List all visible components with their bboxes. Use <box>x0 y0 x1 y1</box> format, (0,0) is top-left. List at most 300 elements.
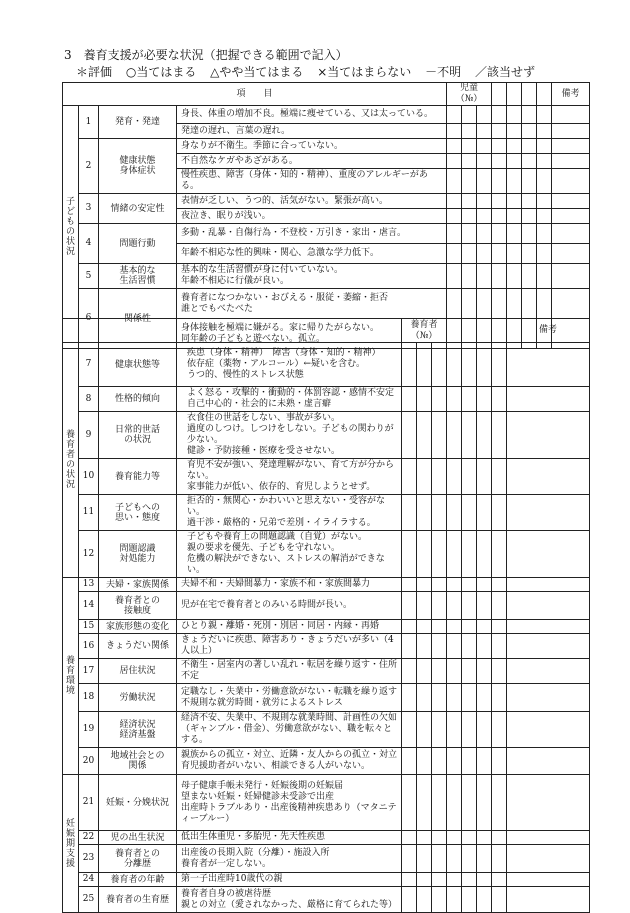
notes-cell[interactable] <box>507 659 590 684</box>
evaluation-cell[interactable] <box>447 495 462 531</box>
evaluation-cell[interactable] <box>462 634 477 659</box>
evaluation-cell[interactable] <box>402 343 417 387</box>
evaluation-cell[interactable] <box>492 684 507 712</box>
evaluation-cell[interactable] <box>447 224 462 244</box>
evaluation-cell[interactable] <box>402 578 417 592</box>
evaluation-cell[interactable] <box>462 224 477 244</box>
evaluation-cell[interactable] <box>477 873 492 887</box>
evaluation-cell[interactable] <box>462 620 477 634</box>
item-number: 7 <box>79 343 99 387</box>
evaluation-cell[interactable] <box>492 169 507 194</box>
item-number: 19 <box>79 712 99 748</box>
evaluation-cell[interactable] <box>537 169 552 194</box>
evaluation-cell[interactable] <box>462 106 477 124</box>
item-number: 22 <box>79 831 99 845</box>
criteria-text: 養育者になつかない・おびえる・服従・萎縮・拒否 誰とでもべたべた <box>177 289 447 319</box>
evaluation-cell[interactable] <box>462 264 477 289</box>
evaluation-cell[interactable] <box>522 264 537 289</box>
evaluation-cell[interactable] <box>477 845 492 873</box>
evaluation-cell[interactable] <box>477 531 492 578</box>
evaluation-cell[interactable] <box>417 387 432 412</box>
item-number: 13 <box>79 578 99 592</box>
evaluation-cell[interactable] <box>477 289 492 319</box>
evaluation-cell[interactable] <box>492 154 507 169</box>
item-number: 4 <box>79 224 99 264</box>
notes-cell[interactable] <box>507 387 590 412</box>
evaluation-cell[interactable] <box>522 209 537 224</box>
evaluation-cell[interactable] <box>402 495 417 531</box>
notes-cell[interactable] <box>507 578 590 592</box>
evaluation-cell[interactable] <box>462 845 477 873</box>
item-category: 家族形態の変化 <box>99 620 177 634</box>
evaluation-cell[interactable] <box>417 412 432 459</box>
evaluation-cell[interactable] <box>477 459 492 495</box>
notes-cell[interactable] <box>507 748 590 775</box>
evaluation-cell[interactable] <box>462 319 477 343</box>
evaluation-cell[interactable] <box>522 169 537 194</box>
evaluation-cell[interactable] <box>447 319 462 343</box>
criteria-text: 育児不安が強い、発達理解がない、育て方が分からない。 家事能力が低い、依存的、育児しようとせず。 <box>177 459 402 495</box>
evaluation-cell[interactable] <box>522 124 537 139</box>
evaluation-cell[interactable] <box>432 659 447 684</box>
criteria-text: 夜泣き、眠りが浅い。 <box>177 209 447 224</box>
criteria-text: ひとり親・離婚・死別・別居・同居・内縁・再婚 <box>177 620 402 634</box>
evaluation-cell[interactable] <box>477 264 492 289</box>
notes-cell[interactable] <box>507 775 590 831</box>
criteria-text: 夫婦不和・夫婦間暴力・家族不和・家族間暴力 <box>177 578 402 592</box>
notes-cell[interactable] <box>552 224 590 244</box>
criteria-text: 拒否的・無関心・かわいいと思えない・受容がない。 過干渉・厳格的・兄弟で差別・イライラする。 <box>177 495 402 531</box>
item-number: 14 <box>79 592 99 620</box>
item-category: 基本的な 生活習慣 <box>99 264 177 289</box>
table2-header-spacer <box>63 319 402 343</box>
evaluation-cell[interactable] <box>417 775 432 831</box>
evaluation-cell[interactable] <box>462 748 477 775</box>
evaluation-cell[interactable] <box>537 209 552 224</box>
evaluation-cell[interactable] <box>477 412 492 459</box>
evaluation-cell[interactable] <box>492 887 507 913</box>
evaluation-cell[interactable] <box>447 873 462 887</box>
evaluation-cell[interactable] <box>447 264 462 289</box>
notes-cell[interactable] <box>552 209 590 224</box>
notes-cell[interactable] <box>507 592 590 620</box>
evaluation-cell[interactable] <box>492 124 507 139</box>
criteria-text: 衣食住の世話をしない、事故が多い。 過度のしつけ。しつけをしない。子どもの関わりが少ない。 健診・予防接種・医療を受させない。 <box>177 412 402 459</box>
evaluation-cell[interactable] <box>417 831 432 845</box>
evaluation-cell[interactable] <box>447 169 462 194</box>
evaluation-cell[interactable] <box>462 531 477 578</box>
evaluation-cell[interactable] <box>462 712 477 748</box>
evaluation-cell[interactable] <box>492 831 507 845</box>
notes-cell[interactable] <box>507 712 590 748</box>
evaluation-cell[interactable] <box>477 194 492 209</box>
evaluation-cell[interactable] <box>447 620 462 634</box>
evaluation-cell[interactable] <box>417 873 432 887</box>
evaluation-cell[interactable] <box>462 459 477 495</box>
evaluation-cell[interactable] <box>462 578 477 592</box>
evaluation-cell[interactable] <box>477 712 492 748</box>
evaluation-cell[interactable] <box>477 775 492 831</box>
evaluation-cell[interactable] <box>507 264 522 289</box>
evaluation-cell[interactable] <box>492 775 507 831</box>
evaluation-cell[interactable] <box>462 831 477 845</box>
evaluation-cell[interactable] <box>477 578 492 592</box>
evaluation-cell[interactable] <box>447 578 462 592</box>
evaluation-cell[interactable] <box>417 748 432 775</box>
evaluation-cell[interactable] <box>492 319 507 343</box>
evaluation-cell[interactable] <box>447 459 462 495</box>
evaluation-legend <box>76 63 545 80</box>
evaluation-cell[interactable] <box>417 578 432 592</box>
evaluation-cell[interactable] <box>462 592 477 620</box>
evaluation-cell[interactable] <box>402 873 417 887</box>
evaluation-cell[interactable] <box>492 873 507 887</box>
notes-cell[interactable] <box>507 343 590 387</box>
evaluation-cell[interactable] <box>492 634 507 659</box>
evaluation-cell[interactable] <box>477 209 492 224</box>
evaluation-cell[interactable] <box>477 659 492 684</box>
evaluation-cell[interactable] <box>537 224 552 244</box>
evaluation-cell[interactable] <box>507 124 522 139</box>
notes-cell[interactable] <box>507 887 590 913</box>
evaluation-cell[interactable] <box>477 592 492 620</box>
section-label <box>63 343 79 578</box>
evaluation-cell[interactable] <box>507 154 522 169</box>
evaluation-cell[interactable] <box>477 495 492 531</box>
evaluation-cell[interactable] <box>492 209 507 224</box>
evaluation-cell[interactable] <box>507 83 522 106</box>
evaluation-cell[interactable] <box>492 224 507 244</box>
evaluation-cell[interactable] <box>462 495 477 531</box>
evaluation-cell[interactable] <box>462 244 477 264</box>
item-category: 経済状況 経済基盤 <box>99 712 177 748</box>
evaluation-cell[interactable] <box>432 412 447 459</box>
criteria-text: 第一子出産時10歳代の親 <box>177 873 402 887</box>
evaluation-cell[interactable] <box>432 748 447 775</box>
evaluation-cell[interactable] <box>417 592 432 620</box>
evaluation-cell[interactable] <box>522 154 537 169</box>
evaluation-cell[interactable] <box>432 620 447 634</box>
notes-cell[interactable] <box>552 106 590 124</box>
item-category: 児の出生状況 <box>99 831 177 845</box>
evaluation-cell[interactable] <box>447 343 462 387</box>
evaluation-cell[interactable] <box>447 748 462 775</box>
evaluation-cell[interactable] <box>417 495 432 531</box>
notes-cell[interactable] <box>552 194 590 209</box>
evaluation-cell[interactable] <box>477 224 492 244</box>
evaluation-cell[interactable] <box>522 244 537 264</box>
evaluation-cell[interactable] <box>417 459 432 495</box>
section-label-text: 養育環境 <box>65 656 75 696</box>
evaluation-cell[interactable] <box>492 139 507 154</box>
evaluation-cell[interactable] <box>447 592 462 620</box>
evaluation-cell[interactable] <box>507 244 522 264</box>
evaluation-cell[interactable] <box>462 873 477 887</box>
criteria-text: 不自然なケガやあざがある。 <box>177 154 447 169</box>
evaluation-cell[interactable] <box>462 659 477 684</box>
evaluation-cell[interactable] <box>507 209 522 224</box>
evaluation-cell[interactable] <box>432 531 447 578</box>
table-row <box>63 873 590 887</box>
evaluation-cell[interactable] <box>477 634 492 659</box>
evaluation-cell[interactable] <box>492 264 507 289</box>
notes-cell[interactable] <box>507 831 590 845</box>
evaluation-cell[interactable] <box>432 873 447 887</box>
evaluation-cell[interactable] <box>447 712 462 748</box>
evaluation-cell[interactable] <box>507 224 522 244</box>
evaluation-cell[interactable] <box>477 244 492 264</box>
notes-cell[interactable] <box>552 264 590 289</box>
table-row <box>63 289 590 319</box>
table-row <box>63 459 590 495</box>
evaluation-cell[interactable] <box>417 845 432 873</box>
evaluation-cell[interactable] <box>417 887 432 913</box>
child-number-header: 児童（№） <box>447 83 492 106</box>
evaluation-cell[interactable] <box>447 831 462 845</box>
evaluation-cell[interactable] <box>417 659 432 684</box>
evaluation-cell[interactable] <box>432 712 447 748</box>
evaluation-cell[interactable] <box>537 264 552 289</box>
table-row <box>63 620 590 634</box>
evaluation-cell[interactable] <box>522 106 537 124</box>
evaluation-cell[interactable] <box>402 459 417 495</box>
item-category: きょうだい関係 <box>99 634 177 659</box>
evaluation-cell[interactable] <box>462 343 477 387</box>
table-row <box>63 531 590 578</box>
evaluation-cell[interactable] <box>537 194 552 209</box>
evaluation-cell[interactable] <box>462 412 477 459</box>
evaluation-cell[interactable] <box>462 684 477 712</box>
notes-cell[interactable] <box>552 139 590 154</box>
legend-circle: ○当てはまる <box>125 65 197 79</box>
item-number: 1 <box>79 106 99 139</box>
evaluation-cell[interactable] <box>402 531 417 578</box>
evaluation-cell[interactable] <box>507 289 522 319</box>
evaluation-cell[interactable] <box>402 775 417 831</box>
table-row <box>63 845 590 873</box>
criteria-text: 身長、体重の増加不良。極端に痩せている、又は太っている。 <box>177 106 447 124</box>
evaluation-cell[interactable] <box>447 684 462 712</box>
item-number: 3 <box>79 194 99 224</box>
evaluation-cell[interactable] <box>417 712 432 748</box>
evaluation-cell[interactable] <box>492 194 507 209</box>
evaluation-cell[interactable] <box>432 578 447 592</box>
evaluation-cell[interactable] <box>462 775 477 831</box>
notes-cell[interactable] <box>507 459 590 495</box>
evaluation-cell[interactable] <box>537 124 552 139</box>
notes-cell[interactable] <box>507 873 590 887</box>
evaluation-cell[interactable] <box>477 748 492 775</box>
criteria-text: 身なりが不衛生。季節に合っていない。 <box>177 139 447 154</box>
item-number: 20 <box>79 748 99 775</box>
evaluation-cell[interactable] <box>492 387 507 412</box>
notes-cell[interactable] <box>507 412 590 459</box>
legend-triangle: △やや当てはまる <box>210 65 304 79</box>
evaluation-cell[interactable] <box>447 845 462 873</box>
evaluation-cell[interactable] <box>462 124 477 139</box>
item-category: 健康状態等 <box>99 343 177 387</box>
table-row <box>63 224 590 244</box>
evaluation-cell[interactable] <box>492 592 507 620</box>
evaluation-cell[interactable] <box>537 106 552 124</box>
evaluation-cell[interactable] <box>477 620 492 634</box>
notes-cell[interactable] <box>552 124 590 139</box>
evaluation-cell[interactable] <box>492 659 507 684</box>
evaluation-cell[interactable] <box>462 289 477 319</box>
evaluation-cell[interactable] <box>537 83 552 106</box>
evaluation-cell[interactable] <box>492 412 507 459</box>
evaluation-cell[interactable] <box>402 712 417 748</box>
evaluation-cell[interactable] <box>447 194 462 209</box>
table-row <box>63 831 590 845</box>
evaluation-cell[interactable] <box>402 659 417 684</box>
evaluation-cell[interactable] <box>462 209 477 224</box>
evaluation-cell[interactable] <box>432 387 447 412</box>
evaluation-cell[interactable] <box>447 412 462 459</box>
evaluation-cell[interactable] <box>492 578 507 592</box>
evaluation-cell[interactable] <box>462 194 477 209</box>
evaluation-cell[interactable] <box>402 412 417 459</box>
evaluation-cell[interactable] <box>492 620 507 634</box>
evaluation-cell[interactable] <box>432 459 447 495</box>
evaluation-cell[interactable] <box>447 106 462 124</box>
evaluation-cell[interactable] <box>417 620 432 634</box>
notes-cell[interactable] <box>507 620 590 634</box>
evaluation-cell[interactable] <box>492 712 507 748</box>
evaluation-cell[interactable] <box>492 343 507 387</box>
evaluation-cell[interactable] <box>432 684 447 712</box>
evaluation-cell[interactable] <box>522 289 537 319</box>
evaluation-cell[interactable] <box>432 634 447 659</box>
evaluation-cell[interactable] <box>492 83 507 106</box>
evaluation-cell[interactable] <box>402 634 417 659</box>
evaluation-cell[interactable] <box>447 124 462 139</box>
evaluation-cell[interactable] <box>432 845 447 873</box>
item-category: 養育者との 接触度 <box>99 592 177 620</box>
evaluation-cell[interactable] <box>447 209 462 224</box>
evaluation-cell[interactable] <box>402 620 417 634</box>
evaluation-cell[interactable] <box>417 343 432 387</box>
evaluation-cell[interactable] <box>507 139 522 154</box>
evaluation-cell[interactable] <box>462 139 477 154</box>
evaluation-cell[interactable] <box>462 169 477 194</box>
evaluation-cell[interactable] <box>447 139 462 154</box>
evaluation-cell[interactable] <box>447 289 462 319</box>
evaluation-cell[interactable] <box>537 289 552 319</box>
evaluation-cell[interactable] <box>447 887 462 913</box>
evaluation-cell[interactable] <box>447 659 462 684</box>
evaluation-cell[interactable] <box>432 495 447 531</box>
item-category: 関係性 <box>99 289 177 349</box>
evaluation-cell[interactable] <box>417 684 432 712</box>
evaluation-cell[interactable] <box>522 194 537 209</box>
evaluation-cell[interactable] <box>402 592 417 620</box>
evaluation-cell[interactable] <box>477 887 492 913</box>
evaluation-cell[interactable] <box>447 531 462 578</box>
evaluation-cell[interactable] <box>492 495 507 531</box>
notes-cell[interactable] <box>507 531 590 578</box>
evaluation-cell[interactable] <box>462 887 477 913</box>
evaluation-cell[interactable] <box>492 106 507 124</box>
notes-cell[interactable] <box>507 684 590 712</box>
evaluation-cell[interactable] <box>477 343 492 387</box>
evaluation-cell[interactable] <box>537 139 552 154</box>
item-category: 養育者の生育歴 <box>99 887 177 913</box>
criteria-text: 身体接触を極端に嫌がる。家に帰りたがらない。 同年齢の子どもと遊べない。孤立。 <box>177 319 447 349</box>
criteria-text: 出産後の長期入院（分離）・施設入所 養育者が一定しない。 <box>177 845 402 873</box>
evaluation-cell[interactable] <box>492 289 507 319</box>
evaluation-cell[interactable] <box>477 106 492 124</box>
evaluation-cell[interactable] <box>492 748 507 775</box>
evaluation-cell[interactable] <box>417 634 432 659</box>
evaluation-cell[interactable] <box>402 831 417 845</box>
evaluation-cell[interactable] <box>492 531 507 578</box>
caregiver-status-table <box>62 318 590 913</box>
evaluation-cell[interactable] <box>447 775 462 831</box>
evaluation-cell[interactable] <box>417 531 432 578</box>
evaluation-cell[interactable] <box>402 887 417 913</box>
notes-cell[interactable] <box>552 169 590 194</box>
evaluation-cell[interactable] <box>477 319 492 343</box>
notes-cell[interactable] <box>507 845 590 873</box>
evaluation-cell[interactable] <box>432 887 447 913</box>
notes-cell[interactable] <box>552 289 590 319</box>
evaluation-cell[interactable] <box>432 831 447 845</box>
evaluation-cell[interactable] <box>447 154 462 169</box>
item-number: 15 <box>79 620 99 634</box>
evaluation-cell[interactable] <box>402 684 417 712</box>
evaluation-cell[interactable] <box>492 459 507 495</box>
evaluation-cell[interactable] <box>492 845 507 873</box>
evaluation-cell[interactable] <box>447 244 462 264</box>
evaluation-cell[interactable] <box>507 106 522 124</box>
notes-cell[interactable] <box>552 244 590 264</box>
notes-cell[interactable] <box>507 495 590 531</box>
notes-cell[interactable] <box>507 634 590 659</box>
evaluation-cell[interactable] <box>402 387 417 412</box>
evaluation-cell[interactable] <box>492 244 507 264</box>
evaluation-cell[interactable] <box>522 83 537 106</box>
notes-cell[interactable] <box>552 154 590 169</box>
evaluation-cell[interactable] <box>402 845 417 873</box>
evaluation-cell[interactable] <box>477 684 492 712</box>
evaluation-cell[interactable] <box>522 224 537 244</box>
evaluation-cell[interactable] <box>477 831 492 845</box>
evaluation-cell[interactable] <box>477 387 492 412</box>
evaluation-cell[interactable] <box>522 139 537 154</box>
evaluation-cell[interactable] <box>537 154 552 169</box>
evaluation-cell[interactable] <box>477 154 492 169</box>
evaluation-cell[interactable] <box>507 169 522 194</box>
table-row <box>63 634 590 659</box>
evaluation-cell[interactable] <box>462 154 477 169</box>
evaluation-cell[interactable] <box>477 169 492 194</box>
evaluation-cell[interactable] <box>447 387 462 412</box>
notes-header: 備考 <box>552 83 590 106</box>
table-row <box>63 495 590 531</box>
evaluation-cell[interactable] <box>477 139 492 154</box>
evaluation-cell[interactable] <box>507 194 522 209</box>
evaluation-cell[interactable] <box>447 634 462 659</box>
item-number: 5 <box>79 264 99 289</box>
evaluation-cell[interactable] <box>462 387 477 412</box>
evaluation-cell[interactable] <box>432 775 447 831</box>
evaluation-cell[interactable] <box>402 748 417 775</box>
evaluation-cell[interactable] <box>432 592 447 620</box>
evaluation-cell[interactable] <box>477 124 492 139</box>
evaluation-cell[interactable] <box>537 244 552 264</box>
evaluation-cell[interactable] <box>432 343 447 387</box>
